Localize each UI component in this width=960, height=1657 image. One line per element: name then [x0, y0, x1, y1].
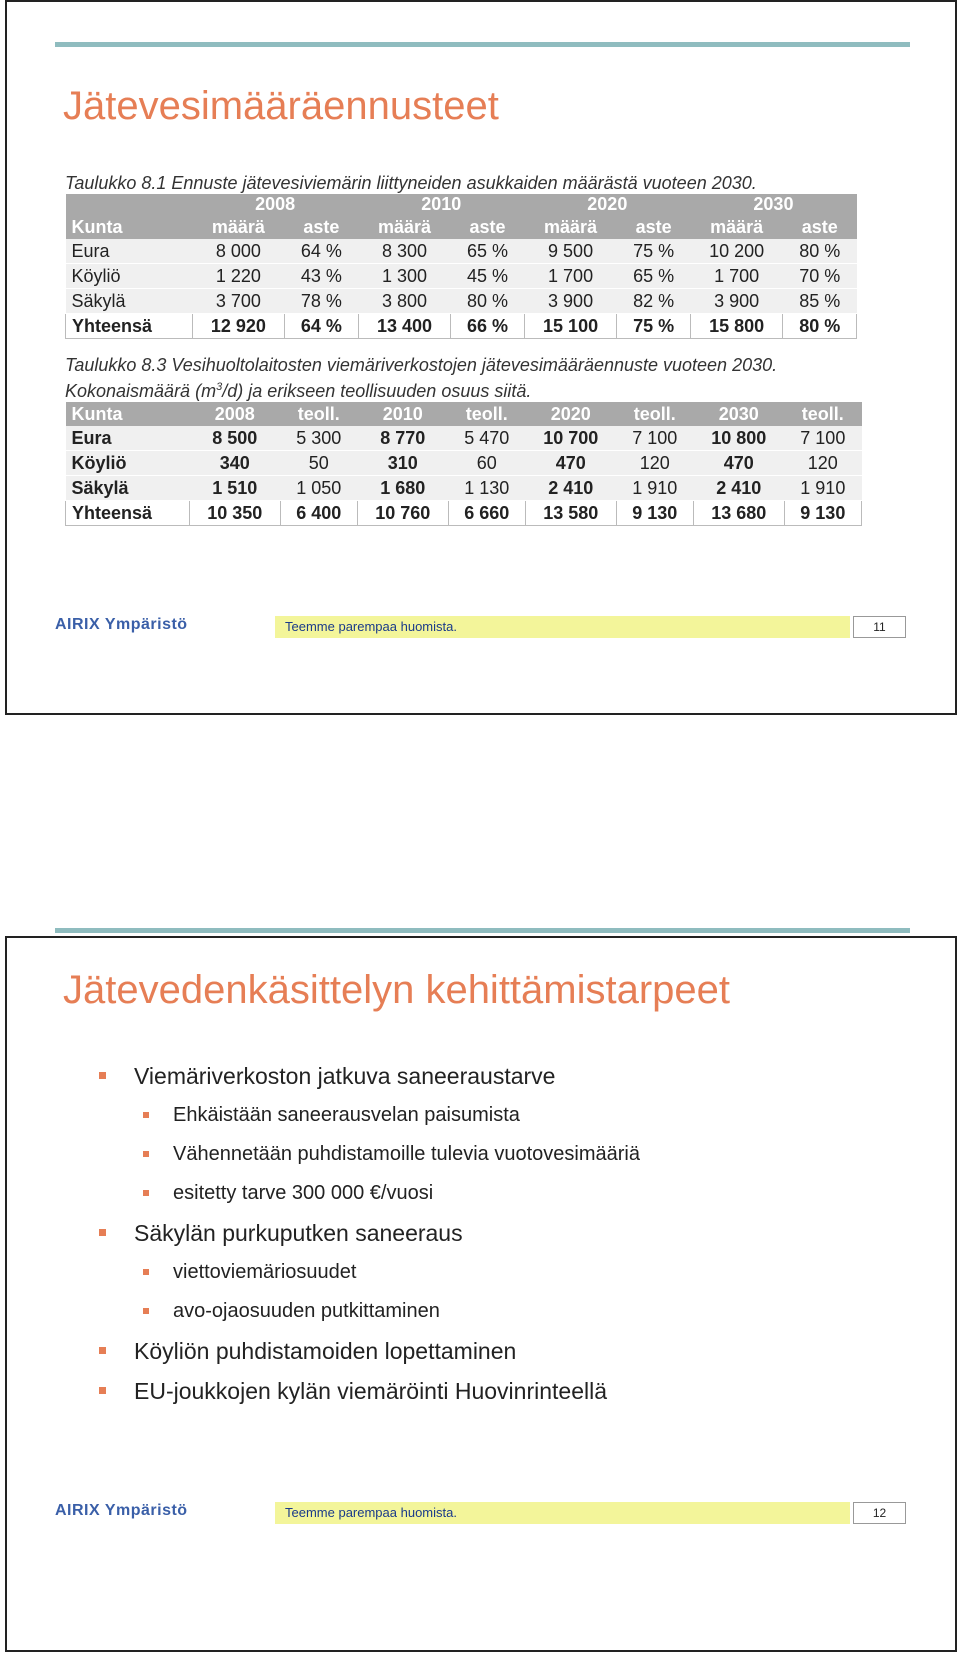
table-row — [66, 314, 857, 339]
table-cell: Yhteensä — [66, 501, 190, 526]
table-cell: 10 800 — [693, 426, 784, 451]
table-cell: 310 — [357, 451, 448, 476]
table-cell: määrä — [192, 215, 285, 239]
table-cell: 6 400 — [280, 501, 357, 526]
slide-footer — [55, 1502, 915, 1528]
bullet-text: avo-ojaosuuden putkittaminen — [173, 1300, 440, 1322]
airix-logo — [55, 1502, 188, 1520]
table-cell: 2020 — [525, 402, 616, 426]
bullet-list — [99, 1056, 919, 1411]
sub-bullet-item — [99, 1292, 919, 1331]
table-cell — [66, 194, 193, 215]
caption-superscript: 3 — [216, 381, 223, 393]
bullet-square-icon — [143, 1151, 149, 1157]
bullet-text: viettoviemäriosuudet — [173, 1261, 357, 1283]
table-cell: aste — [451, 215, 525, 239]
sub-bullet-item — [99, 1135, 919, 1174]
table-cell: 1 680 — [357, 476, 448, 501]
table-cell: 2010 — [357, 402, 448, 426]
table-cell: 6 660 — [448, 501, 525, 526]
caption-text: Kokonaismäärä (m — [65, 381, 217, 401]
table-cell: aste — [617, 215, 691, 239]
table-cell: 45 % — [451, 264, 525, 289]
table-cell: 340 — [189, 451, 280, 476]
bullet-square-icon — [99, 1229, 106, 1236]
logo-text: AIRIX Ympäristö — [55, 616, 188, 633]
sub-bullet-item — [99, 1253, 919, 1292]
table-cell: 65 % — [451, 239, 525, 264]
table-cell: 10 200 — [690, 239, 783, 264]
table-cell: 9 130 — [616, 501, 693, 526]
table-cell: 50 — [280, 451, 357, 476]
table-cell: teoll. — [616, 402, 693, 426]
table-row — [66, 264, 857, 289]
table-cell: 1 300 — [358, 264, 451, 289]
table-cell: 2 410 — [693, 476, 784, 501]
table-cell: 8 770 — [357, 426, 448, 451]
table-cell: 1 220 — [192, 264, 285, 289]
table-cell: 65 % — [617, 264, 691, 289]
bullet-square-icon — [99, 1072, 106, 1079]
table-cell: 15 100 — [524, 314, 617, 339]
bullet-square-icon — [143, 1112, 149, 1118]
table2-body — [66, 426, 862, 526]
slide-top-rule — [55, 928, 910, 933]
table-cell: 12 920 — [192, 314, 285, 339]
table-cell: 5 300 — [280, 426, 357, 451]
table-cell: 13 680 — [693, 501, 784, 526]
table-cell: 85 % — [783, 289, 857, 314]
bullet-square-icon — [143, 1308, 149, 1314]
table-cell: 7 100 — [616, 426, 693, 451]
table-cell: 80 % — [783, 239, 857, 264]
table-cell: 10 700 — [525, 426, 616, 451]
table-cell: aste — [783, 215, 857, 239]
table-row — [66, 426, 862, 451]
table-cell: teoll. — [280, 402, 357, 426]
table-cell: 2008 — [192, 194, 358, 215]
table-cell: 2030 — [690, 194, 856, 215]
table-cell: 470 — [693, 451, 784, 476]
logo-text: AIRIX Ympäristö — [55, 1502, 188, 1519]
bullet-item — [99, 1213, 919, 1253]
table-cell: 1 510 — [189, 476, 280, 501]
table-cell: Eura — [66, 426, 190, 451]
slide-title: Jätevesimääräennusteet — [63, 84, 499, 128]
table-cell: 1 130 — [448, 476, 525, 501]
slide-title: Jätevedenkäsittelyn kehittämistarpeet — [63, 968, 731, 1012]
table-cell: 70 % — [783, 264, 857, 289]
bullet-text: Säkylän purkuputken saneeraus — [134, 1220, 463, 1246]
table-cell: teoll. — [784, 402, 861, 426]
table-cell: 3 900 — [524, 289, 617, 314]
table1-caption: Taulukko 8.1 Ennuste jätevesiviemärin liittyneiden asukkaiden määrästä vuoteen 2030. — [65, 173, 757, 193]
table-cell: 66 % — [451, 314, 525, 339]
table-cell: 2008 — [189, 402, 280, 426]
page-number: 11 — [853, 616, 906, 638]
table-cell: 7 100 — [784, 426, 861, 451]
bullet-square-icon — [99, 1347, 106, 1354]
table-cell: 1 700 — [690, 264, 783, 289]
table-cell: 3 800 — [358, 289, 451, 314]
table1-year-row — [66, 194, 857, 215]
table-cell: Säkylä — [66, 476, 190, 501]
table-cell: 13 580 — [525, 501, 616, 526]
table-cell: 1 910 — [616, 476, 693, 501]
table2-caption-line1: Taulukko 8.3 Vesihuoltolaitosten viemäriverkostojen jätevesimääräennuste vuoteen 2030. — [65, 355, 778, 375]
table-cell: 13 400 — [358, 314, 451, 339]
bullet-text: Viemäriverkoston jatkuva saneeraustarve — [134, 1063, 556, 1089]
bullet-text: Köyliön puhdistamoiden lopettaminen — [134, 1338, 517, 1364]
table-cell: Köyliö — [66, 451, 190, 476]
sub-bullet-item — [99, 1174, 919, 1213]
table-row — [66, 239, 857, 264]
table-cell: 80 % — [783, 314, 857, 339]
bullet-text: esitetty tarve 300 000 €/vuosi — [173, 1182, 434, 1204]
table-cell: 43 % — [285, 264, 359, 289]
slide-footer — [55, 616, 915, 642]
table-cell: Eura — [66, 239, 193, 264]
bullet-text: Vähennetään puhdistamoille tulevia vuotovesimääriä — [173, 1143, 640, 1165]
bullet-item — [99, 1331, 919, 1371]
table-cell: Köyliö — [66, 264, 193, 289]
table-cell: määrä — [690, 215, 783, 239]
bullet-item — [99, 1371, 919, 1411]
table-cell: 1 910 — [784, 476, 861, 501]
slide-top-rule — [55, 42, 910, 47]
table-cell: 75 % — [617, 314, 691, 339]
footer-slogan: Teemme parempaa huomista. — [275, 616, 850, 638]
table-row — [66, 289, 857, 314]
table-cell: 15 800 — [690, 314, 783, 339]
table2-header-row — [66, 402, 862, 426]
footer-slogan: Teemme parempaa huomista. — [275, 1502, 850, 1524]
table-cell: Kunta — [66, 402, 190, 426]
table-cell: 470 — [525, 451, 616, 476]
table-cell: 10 350 — [189, 501, 280, 526]
caption-text: /d) ja erikseen teollisuuden osuus siitä. — [222, 381, 532, 401]
table-cell: 3 900 — [690, 289, 783, 314]
table-cell: 8 300 — [358, 239, 451, 264]
table-cell: 80 % — [451, 289, 525, 314]
table-row — [66, 476, 862, 501]
table-cell: 3 700 — [192, 289, 285, 314]
table-cell: 75 % — [617, 239, 691, 264]
slide-12 — [5, 936, 957, 1652]
table-cell: 1 700 — [524, 264, 617, 289]
table-cell: 2030 — [693, 402, 784, 426]
table-cell: 120 — [784, 451, 861, 476]
table-cell: 8 000 — [192, 239, 285, 264]
table-cell: 2010 — [358, 194, 524, 215]
table-cell: Yhteensä — [66, 314, 193, 339]
bullet-square-icon — [99, 1387, 106, 1394]
table-cell: Säkylä — [66, 289, 193, 314]
sub-bullet-item — [99, 1096, 919, 1135]
table2-caption-line2 — [65, 376, 531, 402]
table2 — [65, 402, 862, 526]
table1-header-row — [66, 215, 857, 239]
page-number: 12 — [853, 1502, 906, 1524]
table-cell: 82 % — [617, 289, 691, 314]
table-cell: 5 470 — [448, 426, 525, 451]
table-cell: 9 130 — [784, 501, 861, 526]
table-cell: 64 % — [285, 239, 359, 264]
table1-body — [66, 239, 857, 339]
table1 — [65, 194, 857, 339]
bullet-text: Ehkäistään saneerausvelan paisumista — [173, 1104, 520, 1126]
table-cell: teoll. — [448, 402, 525, 426]
table-cell: 60 — [448, 451, 525, 476]
table-cell: 120 — [616, 451, 693, 476]
table-cell: 9 500 — [524, 239, 617, 264]
airix-logo — [55, 616, 188, 634]
table-cell: 1 050 — [280, 476, 357, 501]
table-cell: aste — [285, 215, 359, 239]
bullet-square-icon — [143, 1190, 149, 1196]
table-cell: 2020 — [524, 194, 690, 215]
table-cell: 10 760 — [357, 501, 448, 526]
table-cell: 78 % — [285, 289, 359, 314]
slide-11 — [5, 0, 957, 715]
bullet-item — [99, 1056, 919, 1096]
table-cell: määrä — [524, 215, 617, 239]
table-cell: määrä — [358, 215, 451, 239]
table-cell: 64 % — [285, 314, 359, 339]
table-row — [66, 451, 862, 476]
table-row — [66, 501, 862, 526]
table-cell: 2 410 — [525, 476, 616, 501]
bullet-square-icon — [143, 1269, 149, 1275]
bullet-text: EU-joukkojen kylän viemäröinti Huovinrinteellä — [134, 1378, 607, 1404]
table-cell: 8 500 — [189, 426, 280, 451]
table-cell: Kunta — [66, 215, 193, 239]
